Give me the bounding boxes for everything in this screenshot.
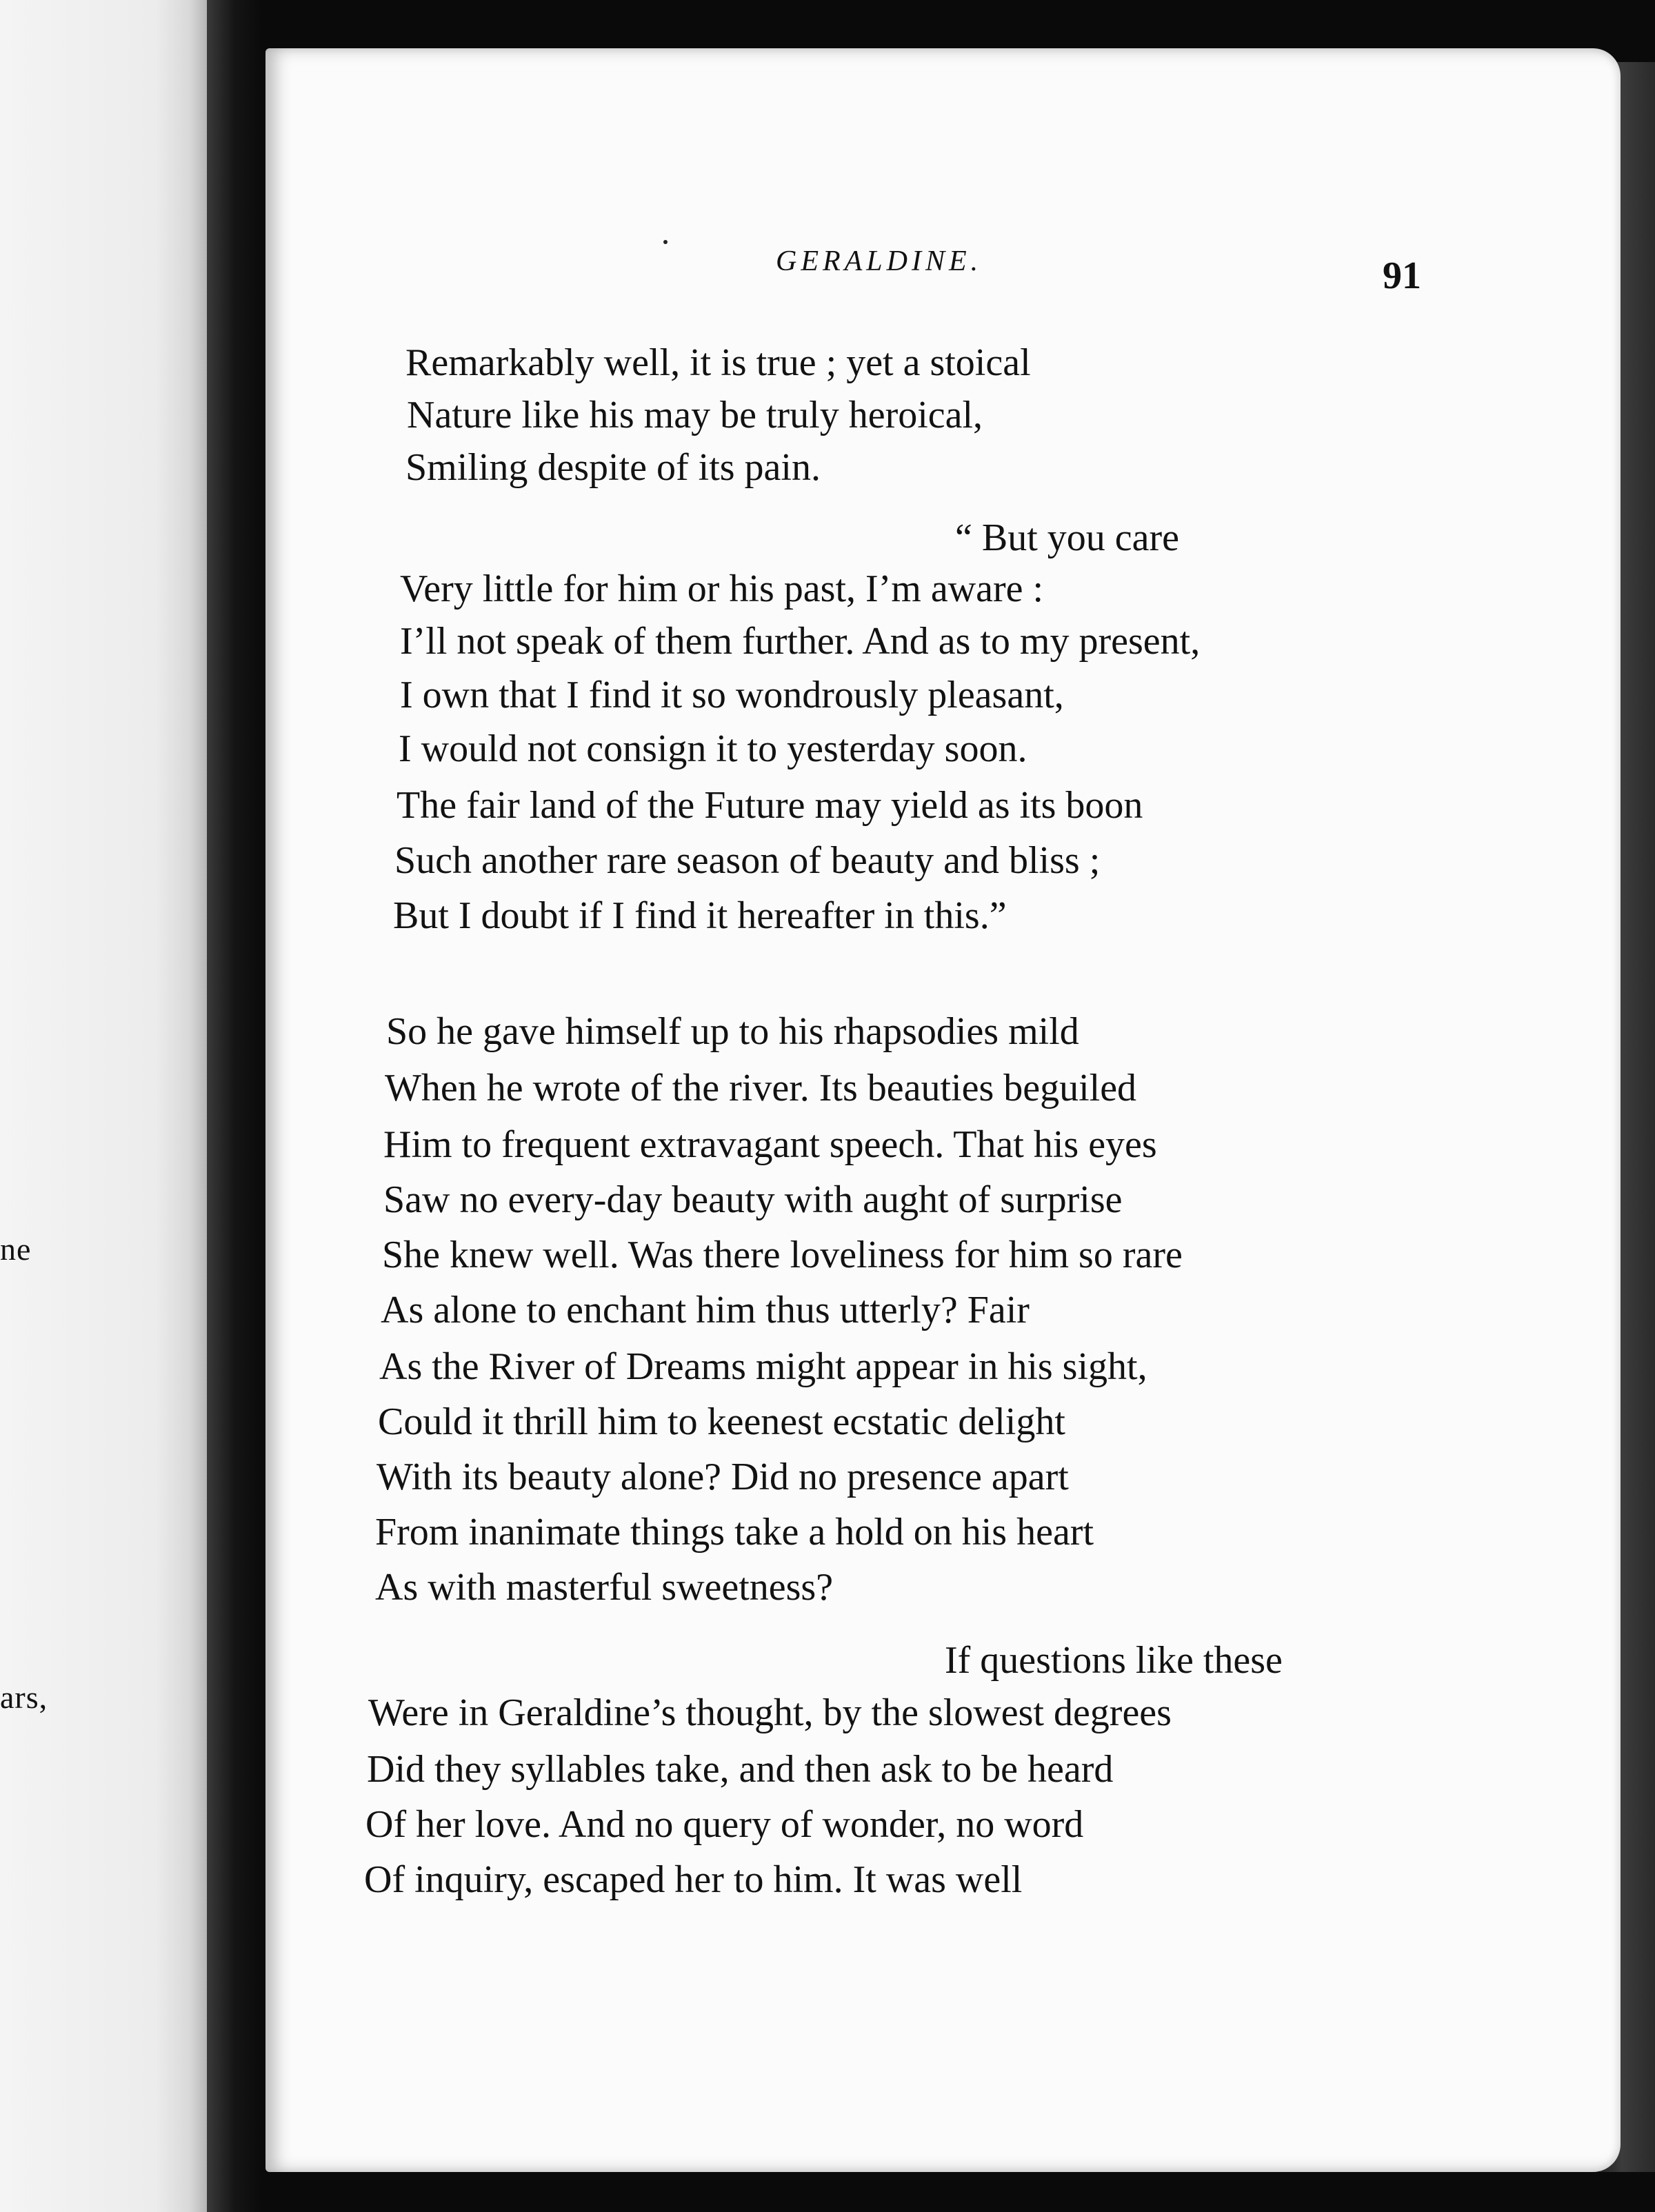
poem-line: I’ll not speak of them further. And as to my present, bbox=[400, 620, 1201, 663]
left-page-fragment: ne bbox=[0, 1231, 32, 1267]
poem-line: Could it thrill him to keenest ecstatic delight bbox=[378, 1400, 1065, 1443]
poem-line: But I doubt if I find it hereafter in this.” bbox=[393, 894, 1007, 937]
poem-line: The fair land of the Future may yield as its boon bbox=[397, 784, 1143, 827]
poem-line: Saw no every-day beauty with aught of surprise bbox=[383, 1178, 1123, 1221]
poem-line: I would not consign it to yesterday soon. bbox=[399, 727, 1027, 770]
poem-line: I own that I find it so wondrously pleasant, bbox=[400, 674, 1064, 716]
poem-line: Such another rare season of beauty and bliss ; bbox=[394, 839, 1101, 882]
poem-line: As the River of Dreams might appear in his sight, bbox=[379, 1345, 1147, 1388]
page-number: 91 bbox=[1383, 254, 1421, 297]
poem-line: “ But you care bbox=[955, 516, 1179, 559]
poem-line: If questions like these bbox=[945, 1639, 1283, 1682]
poem-line: As with masterful sweetness? bbox=[375, 1566, 834, 1609]
poem-line: Smiling despite of its pain. bbox=[405, 446, 821, 489]
poem-line: Did they syllables take, and then ask to be heard bbox=[367, 1748, 1114, 1791]
left-page-fragment: ars, bbox=[0, 1680, 48, 1715]
poem-line: Very little for him or his past, I’m aware : bbox=[400, 567, 1044, 610]
poem-line: Him to frequent extravagant speech. That his eyes bbox=[383, 1123, 1157, 1166]
poem-line: Remarkably well, it is true ; yet a stoical bbox=[405, 341, 1031, 384]
poem-line: Of inquiry, escaped her to him. It was well bbox=[364, 1858, 1023, 1901]
poem-line: She knew well. Was there loveliness for him so rare bbox=[382, 1234, 1183, 1276]
poem-line: When he wrote of the river. Its beauties beguiled bbox=[385, 1067, 1137, 1109]
running-title: GERALDINE. bbox=[776, 245, 983, 277]
poem-line: So he gave himself up to his rhapsodies mild bbox=[386, 1010, 1079, 1053]
poem-line: Nature like his may be truly heroical, bbox=[407, 394, 983, 436]
poem-line: Of her love. And no query of wonder, no word bbox=[365, 1803, 1084, 1846]
poem-line: As alone to enchant him thus utterly? Fair bbox=[381, 1289, 1030, 1331]
poem-line: Were in Geraldine’s thought, by the slowest degrees bbox=[368, 1691, 1172, 1734]
poem-line: With its beauty alone? Did no presence apart bbox=[377, 1456, 1069, 1498]
poem-line: From inanimate things take a hold on his heart bbox=[375, 1511, 1094, 1554]
